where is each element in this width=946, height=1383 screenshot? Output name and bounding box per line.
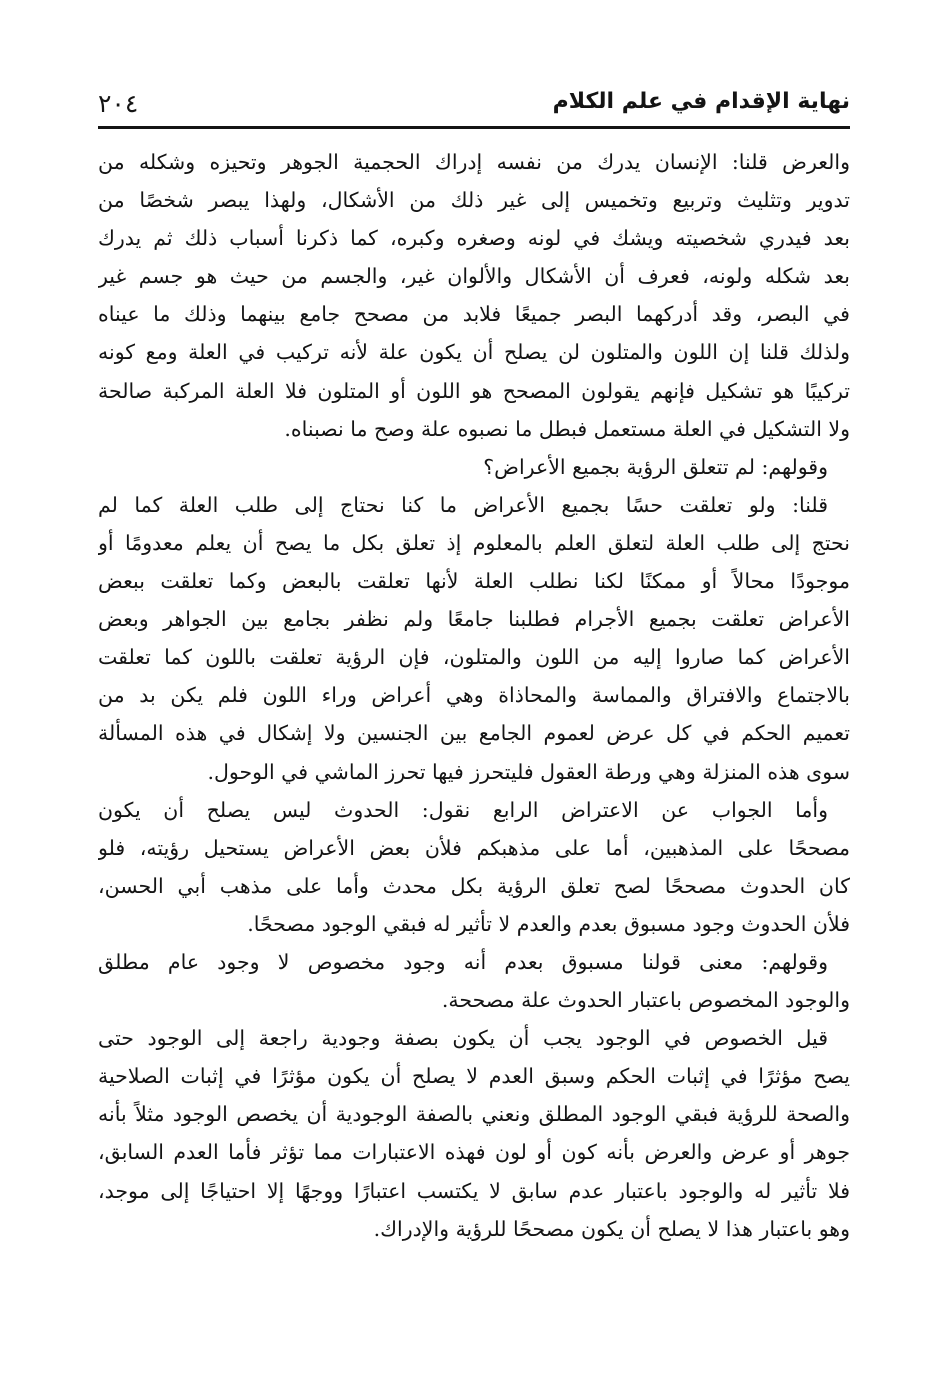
page-number: ٢٠٤ (98, 89, 139, 118)
text-line: تعميم الحكم في كل عرض لعموم الجامع بين الجنسين ولا إشكال في هذه المسألة (98, 721, 850, 746)
text-line: الأعراض كما صاروا إليه من اللون والمتلون، فإن الرؤية تعلقت باللون كما تعلقت (98, 645, 850, 670)
book-title: نهاية الإقدام في علم الكلام (552, 89, 850, 114)
header-divider (98, 126, 850, 129)
text-line: وأما الجواب عن الاعتراض الرابع نقول: الحدوث ليس يصلح أن يكون (98, 797, 828, 822)
text-line: كان الحدوث مصححًا لصح تعلق الرؤية بكل محدث وأما على مذهب أبي الحسن، (98, 873, 850, 898)
text-line: وقولهم: معنى قولنا مسبوق بعدم أنه وجود مخصوص لا وجود عام مطلق (98, 949, 828, 974)
text-line: والعرض قلنا: الإنسان يدرك من نفسه إدراك الحجمية الجوهر وتحيزه وشكله من (98, 150, 850, 174)
text-line: تدوير وتثليث وتربيع وتخميس إلى غير ذلك من الأشكال، ولهذا يبصر شخصًا من (98, 188, 850, 213)
text-line: سوى هذه المنزلة وهي ورطة العقول فليتحرز فيها تحرز الماشي في الوحول. (207, 759, 850, 784)
text-line: مصححًا على المذهبين، أما على مذهبكم فلأن بعض الأعراض يستحيل رؤيته، فلو (98, 835, 850, 860)
text-line: نحتج إلى طلب العلة لتعلق العلم بالمعلوم إذ تعلق بكل ما يصح أن يعلم معدومًا أو (98, 530, 850, 555)
text-line: بالاجتماع والافتراق والمماسة والمحاذاة وهي أعراض وراء اللون فلم يكن بد من (98, 683, 850, 708)
text-line: وهو باعتبار هذا لا يصلح أن يكون مصححًا للرؤية والإدراك. (373, 1216, 850, 1241)
text-line: بعد شكله ولونه، فعرف أن الأشكال والألوان غير، والجسم من حيث هو جسم غير (98, 264, 850, 289)
text-line: موجودًا محالاً أو ممكنًا لكنا نطلب العلة لأنها تعلقت بالبعض وكما تعلقت ببعض (98, 569, 850, 594)
text-line: قلنا: ولو تعلقت حسًا بجميع الأعراض ما كنا نحتاج إلى طلب العلة كما لم (98, 492, 828, 517)
text-line: جوهر أو عرض والعرض بأنه كون أو لون فهذه الاعتبارات مما تؤثر فأما العدم السابق، (98, 1140, 850, 1165)
text-line: والصحة للرؤية فبقي الوجود المطلق ونعني بالصفة الوجودية أن يخصص الوجود مثلاً بأنه (98, 1102, 850, 1127)
text-line: تركيبًا هو تشكيل فإنهم يقولون المصحح هو اللون أو المتلون فلا العلة المركبة صالحة (98, 378, 850, 403)
text-line: ولا التشكيل في العلة مستعمل فبطل ما نصبوه علة وصح ما نصبناه. (284, 416, 850, 441)
text-line: فلأن الحدوث وجود مسبوق بعدم والعدم لا تأثير له فبقي الوجود مصححًا. (247, 911, 850, 936)
text-line: ولذلك قلنا إن اللون والمتلون لن يصلح أن يكون علة لأنه تركيب في العلة ومع كونه (98, 340, 850, 365)
text-line: وقولهم: لم تتعلق الرؤية بجميع الأعراض؟ (483, 454, 828, 479)
body-text (98, 143, 850, 1248)
text-line: في البصر، وقد أدركهما البصر جميعًا فلابد من مصحح جامع بينهما وذلك ما عيناه (98, 302, 850, 327)
text-line: فلا تأثير له والوجود باعتبار عدم سابق لا يكتسب اعتبارًا ووجهًا إلا احتياجًا إلى موجد، (98, 1178, 850, 1203)
text-line: قيل الخصوص في الوجود يجب أن يكون بصفة وجودية راجعة إلى الوجود حتى (98, 1026, 828, 1051)
text-line: الأعراض تعلقت بجميع الأجرام فطلبنا جامعًا ولم نظفر بجامع بين الجواهر وبعض (98, 607, 850, 632)
text-line: يصح مؤثرًا في إثبات الحكم وسبق العدم لا يصلح أن يكون مؤثرًا في إثبات الصلاحية (98, 1064, 850, 1089)
text-line: بعد فيدري شخصيته ويشك في لونه وصغره وكبره، كما ذكرنا أسباب ذلك ثم يدرك (98, 226, 850, 251)
running-header (98, 82, 850, 122)
text-line: والوجود المخصوص باعتبار الحدوث علة مصححة. (441, 988, 850, 1013)
